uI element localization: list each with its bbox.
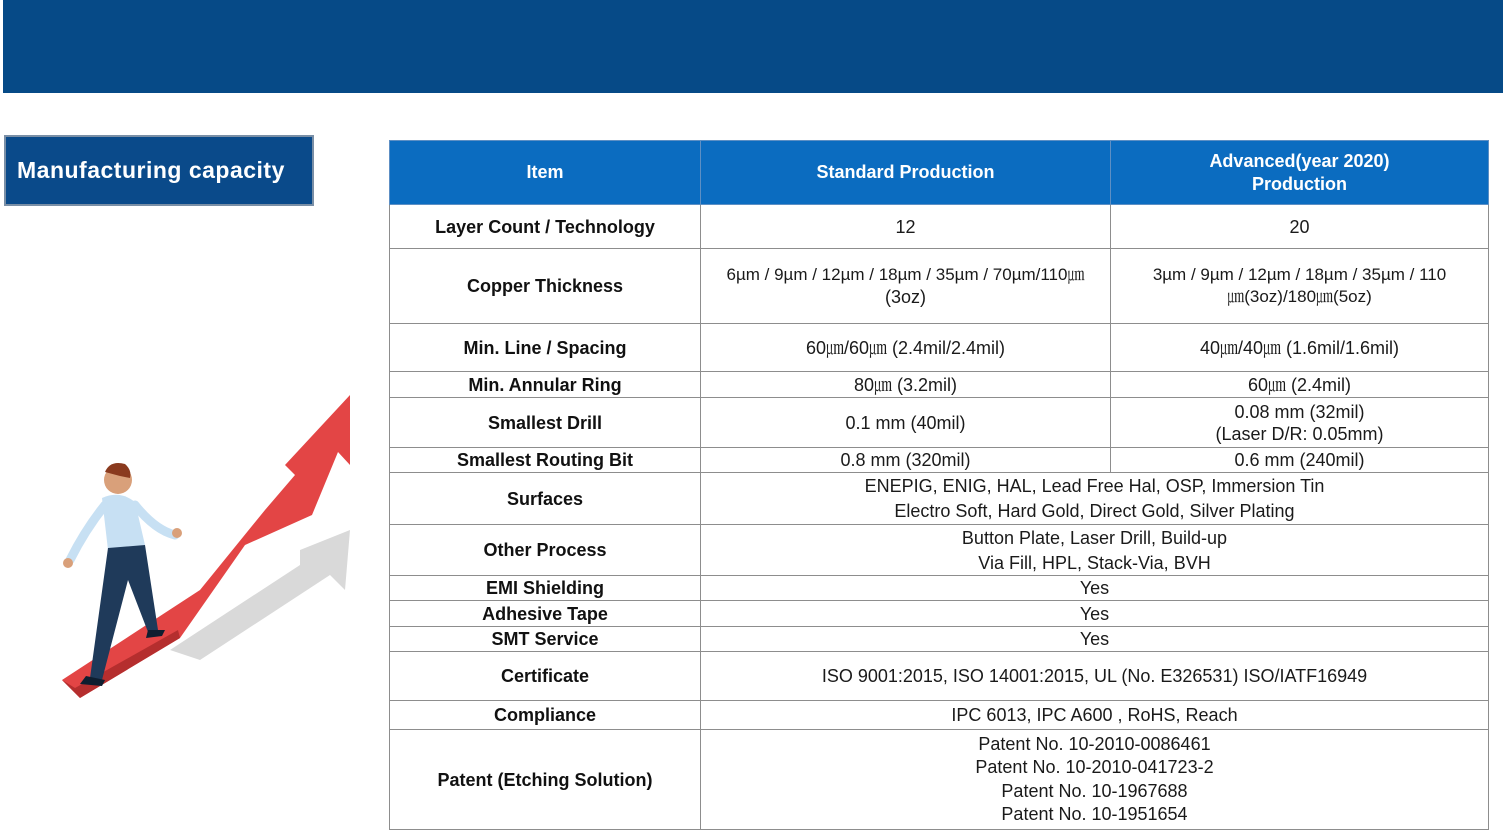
table-row: Copper Thickness 6µm / 9µm / 12µm / 18µm / 35µm / 70µm/110㎛ (3oz) 3µm / 9µm / 12µm / 18µm / 35µm / 110 ㎛(3oz)/180㎛(5oz): [390, 249, 1489, 324]
capacity-table: [389, 140, 1489, 830]
table-row: Surfaces ENEPIG, ENIG, HAL, Lead Free Hal, OSP, Immersion Tin Electro Soft, Hard Gold, Direct Gold, Silver Plating: [390, 473, 1489, 525]
section-title: Manufacturing capacity: [4, 135, 314, 206]
table-header-row: [390, 141, 1489, 205]
table-row: Compliance IPC 6013, IPC A600 , RoHS, Reach: [390, 701, 1489, 730]
table-row: SMT Service Yes: [390, 627, 1489, 652]
table-row: Smallest Routing Bit 0.8 mm (320mil) 0.6 mm (240mil): [390, 448, 1489, 473]
table-row: Certificate ISO 9001:2015, ISO 14001:2015, UL (No. E326531) ISO/IATF16949: [390, 652, 1489, 701]
table-row: Other Process Button Plate, Laser Drill, Build-up Via Fill, HPL, Stack-Via, BVH: [390, 525, 1489, 576]
table-row: Smallest Drill 0.1 mm (40mil) 0.08 mm (32mil) (Laser D/R: 0.05mm): [390, 398, 1489, 448]
table-row: Min. Annular Ring 80㎛ (3.2mil) 60㎛ (2.4mil): [390, 372, 1489, 398]
header-item: Item: [390, 141, 701, 205]
header-advanced: Advanced(year 2020) Production: [1111, 141, 1489, 205]
header-standard: Standard Production: [701, 141, 1111, 205]
table-row: EMI Shielding Yes: [390, 576, 1489, 601]
table-row: Adhesive Tape Yes: [390, 601, 1489, 627]
table-row: Min. Line / Spacing 60㎛/60㎛ (2.4mil/2.4mil) 40㎛/40㎛ (1.6mil/1.6mil): [390, 324, 1489, 372]
table-row: Patent (Etching Solution) Patent No. 10-2010-0086461 Patent No. 10-2010-041723-2 Patent No. 10-1967688 Patent No. 10-1951654: [390, 730, 1489, 830]
table-row: Layer Count / Technology 12 20: [390, 205, 1489, 249]
top-banner: [3, 0, 1503, 93]
person-climbing-growth-arrow-icon: [50, 380, 360, 710]
